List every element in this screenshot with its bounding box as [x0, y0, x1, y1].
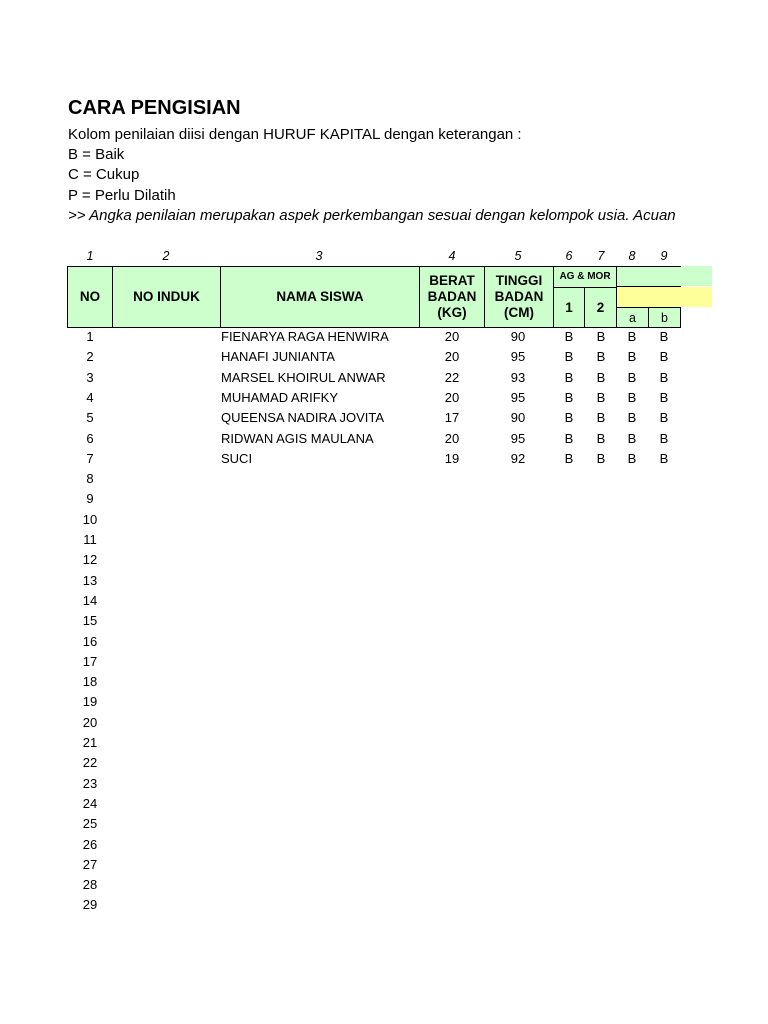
header-berat-badan: BERAT BADAN (KG): [419, 266, 485, 328]
cell-col-8: B: [627, 410, 637, 426]
cell-nama-siswa: HANAFI JUNIANTA: [221, 349, 335, 365]
header-no-induk: NO INDUK: [112, 266, 221, 328]
cell-tinggi-badan: 90: [510, 329, 526, 344]
cell-col-8: B: [627, 430, 637, 446]
header-ag-mor: AG & MOR: [553, 266, 617, 288]
cell-col-8: B: [627, 389, 637, 405]
cell-no: 23: [82, 775, 98, 791]
cell-no: 19: [82, 694, 98, 710]
header-nama-siswa: NAMA SISWA: [220, 266, 420, 328]
cell-col-9: B: [659, 349, 669, 365]
cell-col-7: B: [596, 410, 606, 426]
cell-no: 28: [82, 877, 98, 893]
instruction-line-3: C = Cukup: [68, 166, 140, 183]
cell-no: 5: [86, 410, 94, 426]
cell-no: 11: [83, 532, 97, 547]
cell-no: 25: [82, 816, 98, 832]
cell-no: 6: [86, 430, 94, 446]
cell-col-9: B: [659, 369, 669, 385]
cell-no: 21: [82, 735, 98, 750]
header-sub-2: 2: [584, 287, 617, 328]
cell-nama-siswa: MUHAMAD ARIFKY: [221, 389, 339, 405]
cell-no: 8: [86, 471, 94, 487]
column-number: 5: [514, 249, 522, 263]
cell-nama-siswa: MARSEL KHOIRUL ANWAR: [221, 369, 386, 385]
cell-col-8: B: [627, 369, 637, 385]
cell-col-7: B: [596, 329, 606, 344]
cell-col-6: B: [564, 450, 574, 466]
cell-no: 12: [82, 552, 98, 568]
cell-no: 29: [82, 897, 98, 913]
column-number: 3: [315, 249, 323, 263]
cell-col-6: B: [564, 410, 574, 426]
cell-no: 7: [86, 450, 94, 466]
cell-col-6: B: [564, 430, 574, 446]
cell-no: 9: [86, 491, 94, 507]
header-green-fill: [617, 266, 712, 286]
cell-berat-badan: 20: [444, 430, 460, 446]
cell-no: 22: [82, 755, 98, 771]
cell-no: 2: [86, 349, 94, 365]
header-top-border: [617, 266, 681, 267]
column-number: 6: [565, 249, 573, 263]
cell-col-9: B: [659, 389, 669, 405]
cell-berat-badan: 22: [444, 369, 460, 385]
cell-col-8: B: [627, 329, 637, 344]
cell-col-9: B: [659, 430, 669, 446]
cell-no: 24: [82, 795, 98, 811]
column-number: 1: [86, 249, 94, 263]
cell-no: 17: [82, 653, 98, 669]
cell-col-9: B: [659, 450, 669, 466]
cell-col-7: B: [596, 369, 606, 385]
header-no: NO: [67, 266, 113, 328]
instruction-line-1: Kolom penilaian diisi dengan HURUF KAPITAL dengan keterangan :: [68, 126, 522, 143]
cell-col-7: B: [596, 430, 606, 446]
cell-no: 3: [86, 369, 94, 385]
instruction-line-5: >> Angka penilaian merupakan aspek perkembangan sesuai dengan kelompok usia. Acuan: [68, 207, 676, 224]
cell-tinggi-badan: 95: [510, 349, 526, 365]
cell-no: 15: [82, 613, 98, 629]
cell-col-6: B: [564, 329, 574, 344]
cell-berat-badan: 17: [444, 410, 460, 426]
cell-no: 10: [82, 511, 98, 527]
column-number: 2: [162, 249, 170, 263]
page-title: CARA PENGISIAN: [68, 97, 241, 119]
cell-col-9: B: [659, 410, 669, 426]
cell-berat-badan: 20: [444, 389, 460, 405]
cell-col-7: B: [596, 349, 606, 365]
cell-nama-siswa: RIDWAN AGIS MAULANA: [221, 430, 374, 446]
cell-nama-siswa: QUEENSA NADIRA JOVITA: [221, 410, 385, 426]
cell-tinggi-badan: 90: [510, 410, 526, 426]
cell-no: 27: [82, 856, 98, 872]
cell-no: 4: [86, 389, 94, 405]
cell-no: 16: [82, 633, 98, 649]
column-number: 8: [628, 249, 636, 263]
cell-col-8: B: [627, 450, 637, 466]
cell-col-6: B: [564, 349, 574, 365]
cell-tinggi-badan: 95: [510, 430, 526, 446]
header-tinggi-badan: TINGGI BADAN (CM): [484, 266, 554, 328]
cell-no: 18: [82, 674, 98, 690]
cell-tinggi-badan: 92: [510, 450, 526, 466]
cell-no: 14: [82, 592, 98, 608]
cell-nama-siswa: SUCI: [221, 450, 253, 466]
cell-berat-badan: 20: [444, 329, 460, 344]
cell-col-6: B: [564, 369, 574, 385]
header-sub-b: b: [648, 307, 681, 328]
cell-col-8: B: [627, 349, 637, 365]
cell-no: 13: [82, 572, 98, 588]
cell-no: 1: [86, 329, 94, 344]
cell-col-6: B: [564, 389, 574, 405]
header-sub-1: 1: [553, 287, 585, 328]
cell-no: 26: [82, 836, 98, 852]
header-mid-border: [617, 286, 681, 287]
column-number: 9: [660, 249, 668, 263]
cell-no: 20: [82, 714, 98, 730]
header-sub-a: a: [616, 307, 649, 328]
cell-berat-badan: 19: [444, 450, 460, 466]
cell-nama-siswa: FIENARYA RAGA HENWIRA: [221, 329, 389, 344]
instruction-line-2: B = Baik: [68, 146, 125, 163]
cell-col-7: B: [596, 450, 606, 466]
cell-col-9: B: [659, 329, 669, 344]
cell-tinggi-badan: 95: [510, 389, 526, 405]
column-number: 4: [448, 249, 456, 263]
column-number: 7: [597, 249, 605, 263]
cell-col-7: B: [596, 389, 606, 405]
instruction-line-4: P = Perlu Dilatih: [68, 187, 176, 204]
cell-tinggi-badan: 93: [510, 369, 526, 385]
cell-berat-badan: 20: [444, 349, 460, 365]
header-yellow-fill: [617, 287, 712, 307]
